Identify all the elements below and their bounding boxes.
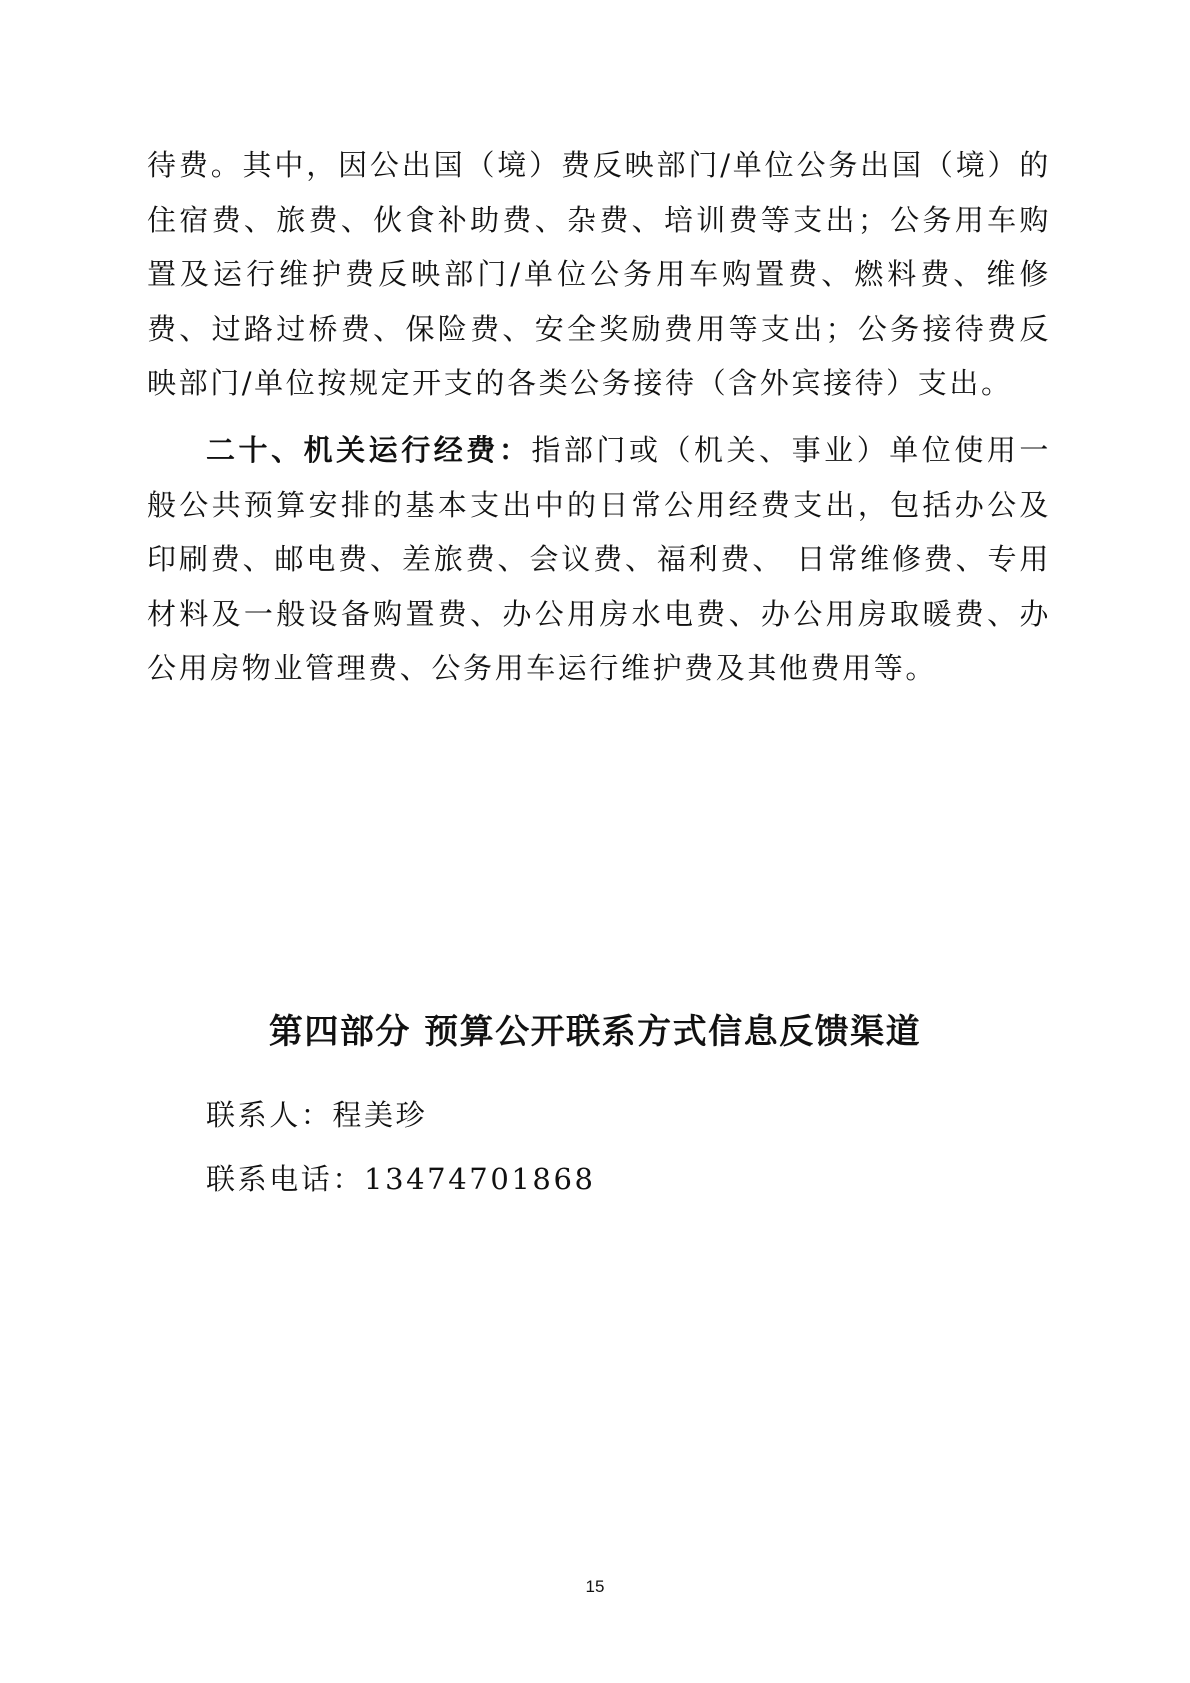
contact-phone-value: 13474701868 bbox=[364, 1162, 596, 1196]
definition-operating-funds: 指部门或（机关、事业）单位使用一般公共预算安排的基本支出中的日常公用经费支出，包括办公及印刷费、邮电费、差旅费、会议费、福利费、 日常维修费、专用材料及一般设备购置费、办公用房水电费、办公用房取暖费、办公用房物业管理费、公务用车运行维护费及其他费用等。 bbox=[147, 433, 1051, 685]
contact-person-line bbox=[206, 1093, 427, 1134]
contact-phone-line bbox=[206, 1157, 596, 1198]
contact-person-label: 联系人： bbox=[206, 1098, 333, 1132]
term-operating-funds: 二十、机关运行经费： bbox=[206, 433, 532, 467]
paragraph-operating-funds bbox=[147, 423, 1051, 696]
paragraph-hospitality-expenses: 待费。其中，因公出国（境）费反映部门/单位公务出国（境）的住宿费、旅费、伙食补助费、杂费、培训费等支出；公务用车购置及运行维护费反映部门/单位公务用车购置费、燃料费、维修费、过路过桥费、保险费、安全奖励费用等支出；公务接待费反映部门/单位按规定开支的各类公务接待（含外宾接待）支出。 bbox=[147, 148, 1051, 400]
contact-person-value: 程美珍 bbox=[332, 1098, 428, 1132]
section-heading: 第四部分 预算公开联系方式信息反馈渠道 bbox=[268, 1012, 922, 1052]
page-number: 15 bbox=[585, 1577, 605, 1596]
contact-phone-label: 联系电话： bbox=[206, 1162, 365, 1196]
